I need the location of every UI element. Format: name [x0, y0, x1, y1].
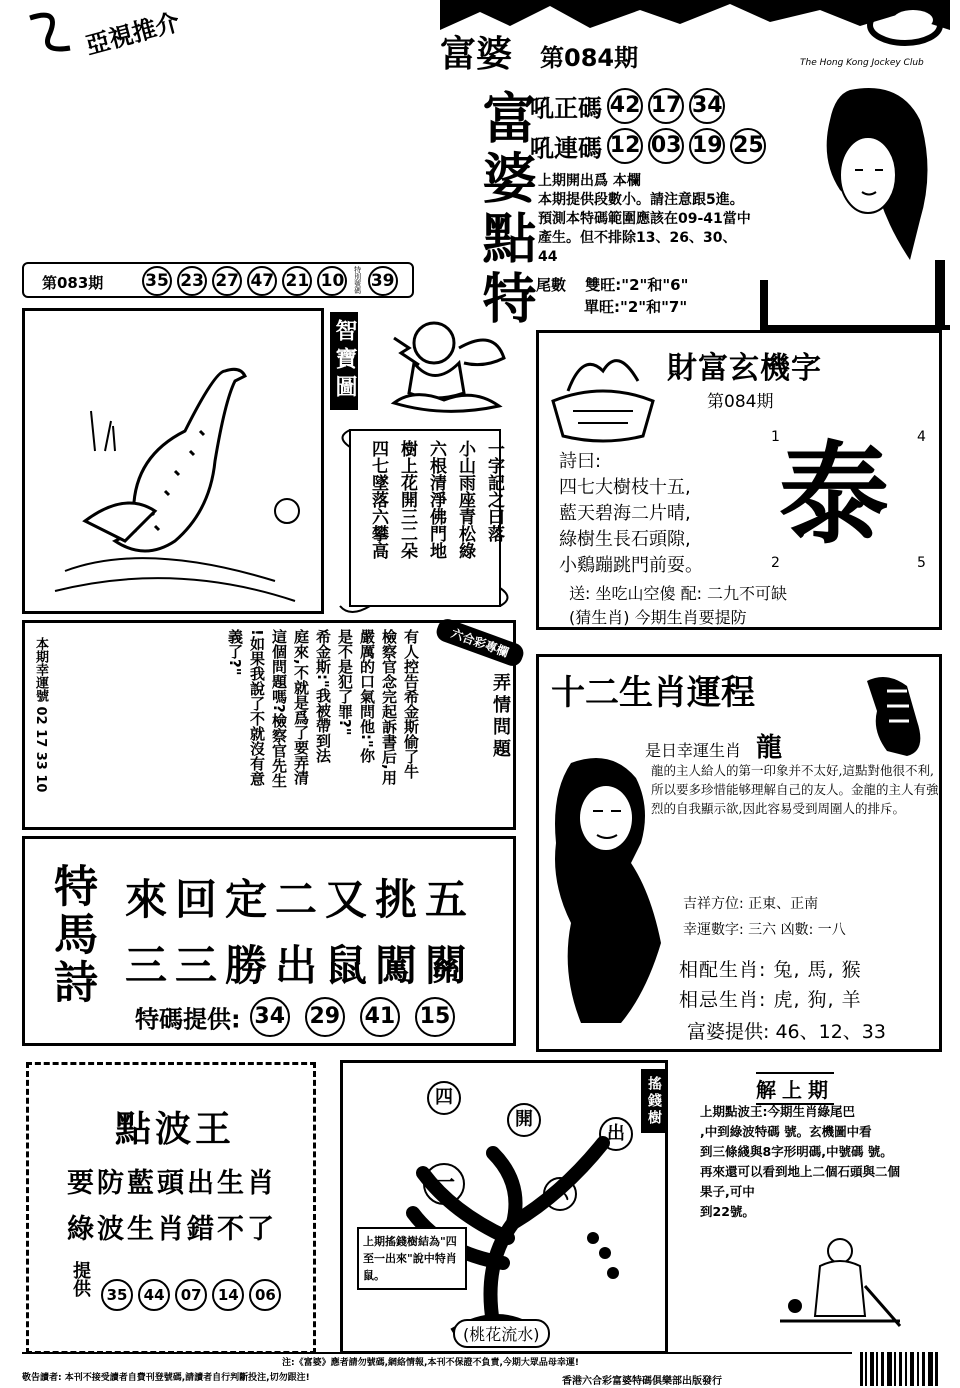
tail-label: 尾數: [536, 276, 567, 294]
riddle-poem-line: 四七大樹枝十五,: [559, 477, 691, 498]
riddle-issue: 第084期: [707, 392, 774, 412]
wave-number: 07: [175, 1279, 207, 1311]
story-tag: 六合彩專欄: [434, 616, 526, 668]
header-banner: [440, 0, 950, 75]
dinosaur-illustration: [25, 311, 321, 611]
special-poem-tag: 特馬詩: [46, 863, 97, 1007]
results-period: 第083期: [42, 274, 104, 292]
zodiac-title: 十二生肖運程: [551, 673, 755, 713]
money-tree-box: [340, 1060, 668, 1354]
special-number: 29: [305, 997, 345, 1037]
wave-king-provide: 提供: [70, 1261, 91, 1297]
last-issue-line: 到三條綫與8字形明碼,中號碼 號。: [700, 1144, 893, 1159]
wave-king-line-2: 綠波生肖錯不了: [67, 1214, 277, 1245]
scholar-illustration: [770, 1226, 910, 1336]
brand-swirl-icon: [20, 8, 80, 58]
puzzle-picture: [22, 308, 324, 614]
result-number: 39: [368, 266, 398, 296]
story-col: 嚴厲的口氣問他:"你: [358, 629, 376, 763]
woman-photo: [541, 753, 681, 1033]
money-tree-caption: (桃花流水): [453, 1319, 550, 1348]
tips-note-line: 本期提供段數小。請注意跟5進。: [538, 192, 744, 208]
fist-illustration: [857, 661, 937, 761]
last-issue-title: 解上期: [756, 1072, 834, 1105]
riddle-poem-line: 小鷄蹦跳門前耍。: [559, 555, 703, 576]
zodiac-desc: 龍的主人給人的第一印象并不太好,這點對他很不利,所以要多珍惜能够理解自己的友人。金龍的主人有強烈的自我顯示欲,因此容易受到周圍人的排斥。: [651, 763, 939, 816]
issue-label: 第084期: [540, 44, 639, 72]
special-provide-label: 特碼提供:: [135, 1005, 241, 1034]
result-number: 10: [317, 266, 347, 296]
barcode-icon: [860, 1352, 940, 1386]
zodiac-avoid: 相忌生肖: 虎, 狗, 羊: [679, 989, 862, 1011]
money-tree-illustration: [343, 1063, 663, 1351]
header-title: 富婆: [440, 33, 513, 75]
tree-fruit: 四: [427, 1081, 461, 1115]
zodiac-direction: 吉祥方位: 正東、正南: [683, 896, 819, 912]
link-number: 03: [648, 128, 684, 164]
puzzle-poem-col: 六根清淨佛門地: [426, 440, 446, 559]
riddle-send-line: 送: 坐吃山空傻 配: 二九不可缺: [569, 584, 788, 603]
brand-name: 亞視推介: [82, 7, 183, 60]
zodiac-lucky-label: 是日幸運生肖: [645, 741, 742, 760]
footer-line-1: 注:《富婆》應者請勿號碼,網絡情報,本刊不保證不負責,今期大眾品母幸運!: [282, 1358, 579, 1368]
riddle-corner-5: 5: [917, 555, 926, 571]
puzzle-poem-col: 小山雨座青松綠: [455, 440, 475, 559]
footer-rule: [22, 1352, 852, 1354]
special-poem-line-1: 來回定二又挑五: [125, 875, 476, 924]
story-col: !如果我說了不就沒有意: [248, 629, 266, 786]
tree-fruit: 出: [599, 1117, 633, 1151]
treasure-bowl-illustration: [543, 341, 663, 451]
wave-number: 44: [138, 1279, 170, 1311]
riddle-corner-1: 1: [771, 429, 780, 445]
story-text: [225, 629, 421, 825]
story-col: 這個問題嗎?檢察官先生: [270, 629, 288, 788]
result-number: 21: [282, 266, 312, 296]
special-number: 34: [250, 997, 290, 1037]
result-number: 23: [177, 266, 207, 296]
footer-line-2: 敬告讀者: 本刊不接受讀者自費刊登號碼,請讀者自行判斷投注,切勿跟注!: [22, 1373, 310, 1383]
puzzle-tag: 智寶圖: [330, 312, 358, 410]
last-issue-text: [700, 1102, 900, 1222]
story-col: 檢察官念完起訴書后,用: [380, 629, 398, 785]
riddle-poem: [559, 449, 703, 579]
zodiac-provide: 富婆提供: 46、12、33: [687, 1021, 886, 1043]
tail-line-2: 單旺:"2"和"7": [584, 298, 688, 316]
story-side-note: 本期幸運號 02 17 33 10: [33, 637, 48, 793]
special-poem-numbers: [135, 997, 455, 1037]
story-col: 有人控告希金斯偷了牛: [402, 629, 420, 779]
zodiac-match: 相配生肖: 兔, 馬, 猴: [679, 959, 862, 981]
special-tag: 特別號碼: [353, 266, 362, 294]
tips-note-line: 產生。但不排除13、26、30、: [538, 230, 737, 246]
main-code-row: [530, 88, 725, 130]
last-issue-line: 到22號。: [700, 1204, 755, 1219]
jockey-club-name: The Hong Kong Jockey Club: [800, 58, 924, 68]
link-number: 12: [607, 128, 643, 164]
tail-line-1: 雙旺:"2"和"6": [585, 276, 689, 294]
last-issue-line: 上期點波王:今期生肖綠尾巴: [700, 1104, 855, 1119]
tree-fruit: 六: [543, 1177, 577, 1211]
puzzle-scroll: [330, 422, 520, 618]
special-poem-line-2: 三三勝出鼠闖關: [125, 941, 476, 990]
riddle-guess-line: (猜生肖) 今期生肖要提防: [569, 608, 747, 627]
money-tree-tag: 搖錢樹: [641, 1069, 667, 1133]
puzzle-poem-col: 四七墜落六攀高: [368, 440, 388, 559]
footer-line-3: 香港六合彩富婆特碼俱樂部出版發行: [562, 1376, 722, 1387]
results-numbers: [142, 266, 398, 296]
tips-title: 富婆點特: [474, 90, 538, 330]
cupid-illustration: [384, 308, 514, 418]
link-code-row: [530, 128, 766, 170]
puzzle-poem: [366, 440, 507, 600]
zodiac-numbers: 幸運數字: 三六 凶數: 一八: [683, 922, 846, 938]
puzzle-poem-col: 樹上花開三二朵: [397, 440, 417, 559]
story-box: [22, 620, 516, 830]
riddle-big-char: 泰: [779, 430, 889, 559]
last-issue-line: 再來還可以看到地上二個石頭與二個: [700, 1164, 901, 1179]
footer: [22, 1352, 942, 1386]
story-col: 義了?": [226, 629, 244, 676]
results-strip: [22, 262, 414, 298]
brand-logo: [20, 8, 200, 58]
main-number: 42: [607, 88, 643, 124]
story-col: 希金斯:"我被帶到法: [314, 629, 332, 763]
main-number: 17: [648, 88, 684, 124]
riddle-poem-label: 詩曰:: [559, 451, 602, 472]
wave-king-title: 點波王: [115, 1108, 236, 1150]
riddle-corner-4: 4: [917, 429, 926, 445]
zodiac-lucky-animal: 龍: [756, 733, 783, 763]
riddle-box: [536, 330, 942, 630]
last-issue-line: ,中到綠波特碼 號。玄機圖中看: [700, 1124, 872, 1139]
tail-numbers: [536, 274, 688, 318]
last-issue: [690, 1062, 940, 1342]
special-number: 15: [415, 997, 455, 1037]
result-number: 47: [247, 266, 277, 296]
link-number: 25: [730, 128, 766, 164]
last-issue-line: 果子,可中: [700, 1184, 755, 1199]
tips-note-line: 上期開出爲 本欄: [538, 173, 641, 189]
link-code-label: 吼連碼: [530, 134, 602, 163]
money-tree-note: 上期搖錢樹結為"四至一出來"說中特肖鼠。: [357, 1227, 467, 1290]
tree-fruit: 開: [507, 1103, 541, 1137]
woman-portrait: [760, 80, 950, 330]
wave-king-line-1: 要防藍頭出生肖: [67, 1168, 277, 1199]
special-number: 41: [360, 997, 400, 1037]
wave-number: 35: [101, 1279, 133, 1311]
main-number: 34: [689, 88, 725, 124]
tips-note-line: 預測本特碼範圍應該在09-41當中: [538, 211, 751, 227]
riddle-title: 財富玄機字: [667, 351, 822, 386]
result-number: 35: [142, 266, 172, 296]
story-col: 庭來,不就是爲了要弄清: [292, 629, 310, 785]
riddle-poem-line: 藍天碧海二片晴,: [559, 503, 691, 524]
wave-number: 14: [212, 1279, 244, 1311]
riddle-poem-line: 綠樹生長石頭隙,: [559, 529, 691, 550]
zodiac-box: [536, 654, 942, 1052]
riddle-corner-2: 2: [771, 555, 780, 571]
result-number: 27: [212, 266, 242, 296]
story-title: 弄情問題: [490, 673, 511, 761]
puzzle-poem-col: 一字記之曰落: [484, 440, 504, 542]
wave-king-box: [26, 1062, 316, 1354]
wave-king-numbers: [101, 1279, 281, 1311]
tree-fruit: 一: [423, 1163, 465, 1205]
tips-note-line: 44: [538, 249, 558, 265]
story-col: 是不是犯了罪?": [336, 629, 354, 736]
link-number: 19: [689, 128, 725, 164]
special-poem-box: [22, 836, 516, 1046]
jockey-club-logo: [865, 0, 945, 50]
wave-number: 06: [249, 1279, 281, 1311]
main-code-label: 吼正碼: [530, 94, 602, 123]
